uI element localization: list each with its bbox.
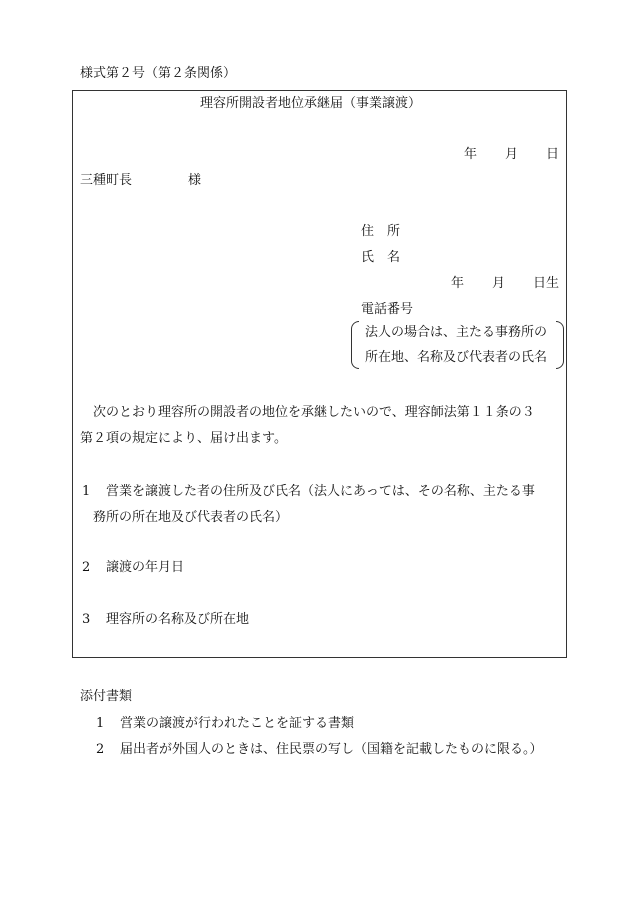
birth-day: 日生 <box>533 276 560 291</box>
item-1-text-cont: 務所の所在地及び代表者の氏名） <box>93 510 289 525</box>
name-label: 氏 名 <box>361 250 401 265</box>
item-3-number: 3 <box>82 612 91 627</box>
item-1-number: 1 <box>82 484 91 499</box>
item-2-text: 譲渡の年月日 <box>106 560 185 575</box>
addressee <box>80 173 201 189</box>
attachments-heading: 添付書類 <box>80 689 133 704</box>
form-title: 理容所開設者地位承継届（事業譲渡） <box>200 96 422 111</box>
addressee-name: 三種町長 <box>80 173 133 188</box>
address-label: 住 所 <box>361 224 401 239</box>
attachment-2-number: 2 <box>96 742 105 757</box>
addressee-honorific: 様 <box>188 173 202 188</box>
statement-line1: 次のとおり理容所の開設者の地位を承継したいので、理容師法第１１条の３ <box>93 405 535 420</box>
attachment-2-text: 届出者が外国人のときは、住民票の写し（国籍を記載したものに限る。） <box>120 742 543 757</box>
corp-note-line1: 法人の場合は、主たる事務所の <box>365 325 548 340</box>
attachment-1-number: 1 <box>96 716 105 731</box>
phone-label: 電話番号 <box>361 302 414 317</box>
corp-note-bracket-right <box>556 321 564 369</box>
item-3-text: 理容所の名称及び所在地 <box>106 612 250 627</box>
corp-note-line2: 所在地、名称及び代表者の氏名 <box>365 350 548 365</box>
date-year: 年 <box>464 147 478 162</box>
statement-line2: 第２項の規定により、届け出ます。 <box>80 431 287 446</box>
item-1-text: 営業を譲渡した者の住所及び氏名（法人にあっては、その名称、主たる事 <box>106 484 535 499</box>
date-day: 日 <box>546 147 560 162</box>
corp-note-bracket-left <box>351 321 359 369</box>
birth-date <box>451 276 559 292</box>
birth-year: 年 <box>451 276 465 291</box>
form-number: 様式第２号（第２条関係） <box>80 66 237 81</box>
birth-month: 月 <box>492 276 506 291</box>
date-month: 月 <box>505 147 519 162</box>
attachment-1-text: 営業の譲渡が行われたことを証する書類 <box>120 716 355 731</box>
item-2-number: 2 <box>82 560 91 575</box>
submission-date <box>464 147 559 163</box>
